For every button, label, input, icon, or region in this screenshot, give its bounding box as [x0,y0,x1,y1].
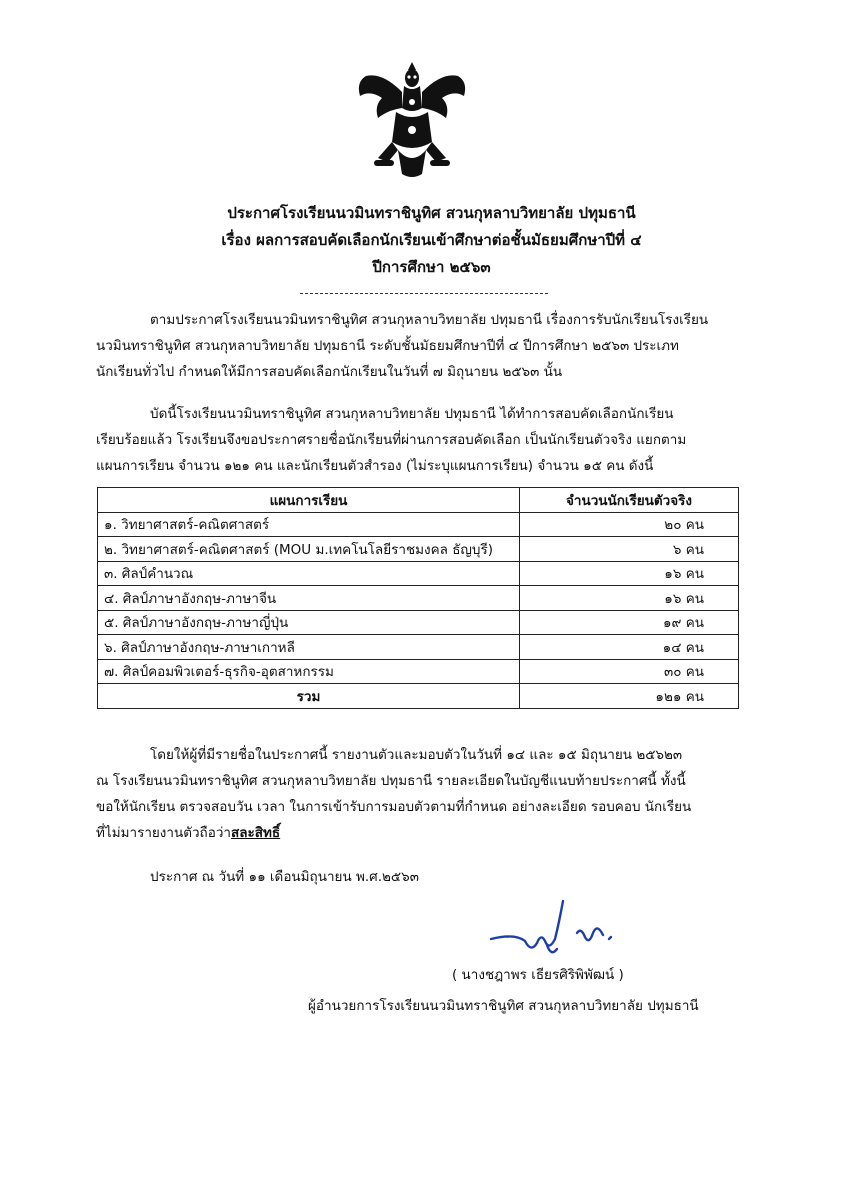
count-cell: ๓๐ คน [520,659,739,684]
announce-date: ประกาศ ณ วันที่ ๑๑ เดือนมิถุนายน พ.ศ.๒๕๖๓ [150,869,419,885]
plan-cell: ๒. วิทยาศาสตร์-คณิตศาสตร์ (MOU ม.เทคโนโลยีราชมงคล ธัญบุรี) [98,537,520,562]
total-count: ๑๒๑ คน [520,684,739,709]
paragraph-text: ที่ไม่มารายงานตัวถือว่า [96,825,231,841]
table-row [98,586,739,611]
table-row [98,610,739,635]
announce-date-block [96,864,770,890]
plan-cell: ๗. ศิลป์คอมพิวเตอร์-ธุรกิจ-อุตสาหกรรม [98,659,520,684]
paragraph-line: นักเรียนทั่วไป กำหนดให้มีการสอบคัดเลือกนักเรียนในวันที่ ๗ มิถุนายน ๒๕๖๓ นั้น [96,364,563,380]
count-cell: ๑๖ คน [520,586,739,611]
table-total-row [98,684,739,709]
plan-cell: ๑. วิทยาศาสตร์-คณิตศาสตร์ [98,512,520,537]
heading-divider [300,293,548,294]
col-header-plan: แผนการเรียน [98,488,520,513]
table-row [98,512,739,537]
count-cell: ๑๖ คน [520,561,739,586]
total-label: รวม [98,684,520,709]
paragraph-line: เรียบร้อยแล้ว โรงเรียนจึงขอประกาศรายชื่อนักเรียนที่ผ่านการสอบคัดเลือก เป็นนักเรียนตัวจริง แยกตาม [96,432,687,448]
heading-line-3: ปีการศึกษา ๒๕๖๓ [372,258,491,276]
table-row [98,635,739,660]
paragraph-intro [96,307,770,385]
count-cell: ๒๐ คน [520,512,739,537]
col-header-count: จำนวนนักเรียนตัวจริง [520,488,739,513]
plan-cell: ๖. ศิลป์ภาษาอังกฤษ-ภาษาเกาหลี [98,635,520,660]
count-cell: ๑๔ คน [520,635,739,660]
forfeit-emphasis: สละสิทธิ์ [231,825,281,841]
table-header-row [98,488,739,513]
paragraph-line: บัดนี้โรงเรียนนวมินทราชินูทิศ สวนกุหลาบวิทยาลัย ปทุมธานี ได้ทำการสอบคัดเลือกนักเรียน [150,406,674,422]
heading-line-1: ประกาศโรงเรียนนวมินทราชินูทิศ สวนกุหลาบวิทยาลัย ปทุมธานี [227,204,636,222]
heading-line-2: เรื่อง ผลการสอบคัดเลือกนักเรียนเข้าศึกษาต่อชั้นมัธยมศึกษาปีที่ ๔ [221,231,642,249]
plan-cell: ๓. ศิลป์คำนวณ [98,561,520,586]
signer-name: ( นางชฎาพร เธียรศิริพิพัฒน์ ) [452,967,624,983]
garuda-emblem-icon [352,62,472,180]
paragraph-line: นวมินทราชินูทิศ สวนกุหลาบวิทยาลัย ปทุมธานี ระดับชั้นมัธยมศึกษาปีที่ ๔ ปีการศึกษา ๒๕๖๓ ประเภท [96,338,679,354]
paragraph-line: โดยให้ผู้ที่มีรายชื่อในประกาศนี้ รายงานตัวและมอบตัวในวันที่ ๑๔ และ ๑๕ มิถุนายน ๒๕๖๒๓ [150,747,683,763]
announcement-heading [0,200,863,281]
signer-position: ผู้อำนวยการโรงเรียนนวมินทราชินูทิศ สวนกุหลาบวิทยาลัย ปทุมธานี [308,998,699,1014]
paragraph-result [96,401,770,479]
plan-cell: ๕. ศิลป์ภาษาอังกฤษ-ภาษาญี่ปุ่น [98,610,520,635]
paragraph-report [96,742,770,846]
paragraph-line: ตามประกาศโรงเรียนนวมินทราชินูทิศ สวนกุหลาบวิทยาลัย ปทุมธานี เรื่องการรับนักเรียนโรงเรียน [150,312,709,328]
paragraph-line: แผนการเรียน จำนวน ๑๒๑ คน และนักเรียนตัวสำรอง (ไม่ระบุแผนการเรียน) จำนวน ๑๕ คน ดังนี้ [96,458,654,474]
paragraph-line: ขอให้นักเรียน ตรวจสอบวัน เวลา ในการเข้ารับการมอบตัวตามที่กำหนด อย่างละเอียด รอบคอบ นักเรียน [96,799,692,815]
paragraph-line: ณ โรงเรียนนวมินทราชินูทิศ สวนกุหลาบวิทยาลัย ปทุมธานี รายละเอียดในบัญชีแนบท้ายประกาศนี้ ทั้งนี้ [96,773,686,789]
count-cell: ๖ คน [520,537,739,562]
count-cell: ๑๙ คน [520,610,739,635]
plan-cell: ๔. ศิลป์ภาษาอังกฤษ-ภาษาจีน [98,586,520,611]
table-row [98,659,739,684]
study-plan-table [97,487,739,709]
signature-icon [485,893,625,963]
table-row [98,561,739,586]
paragraph-line [96,820,770,846]
table-row [98,537,739,562]
